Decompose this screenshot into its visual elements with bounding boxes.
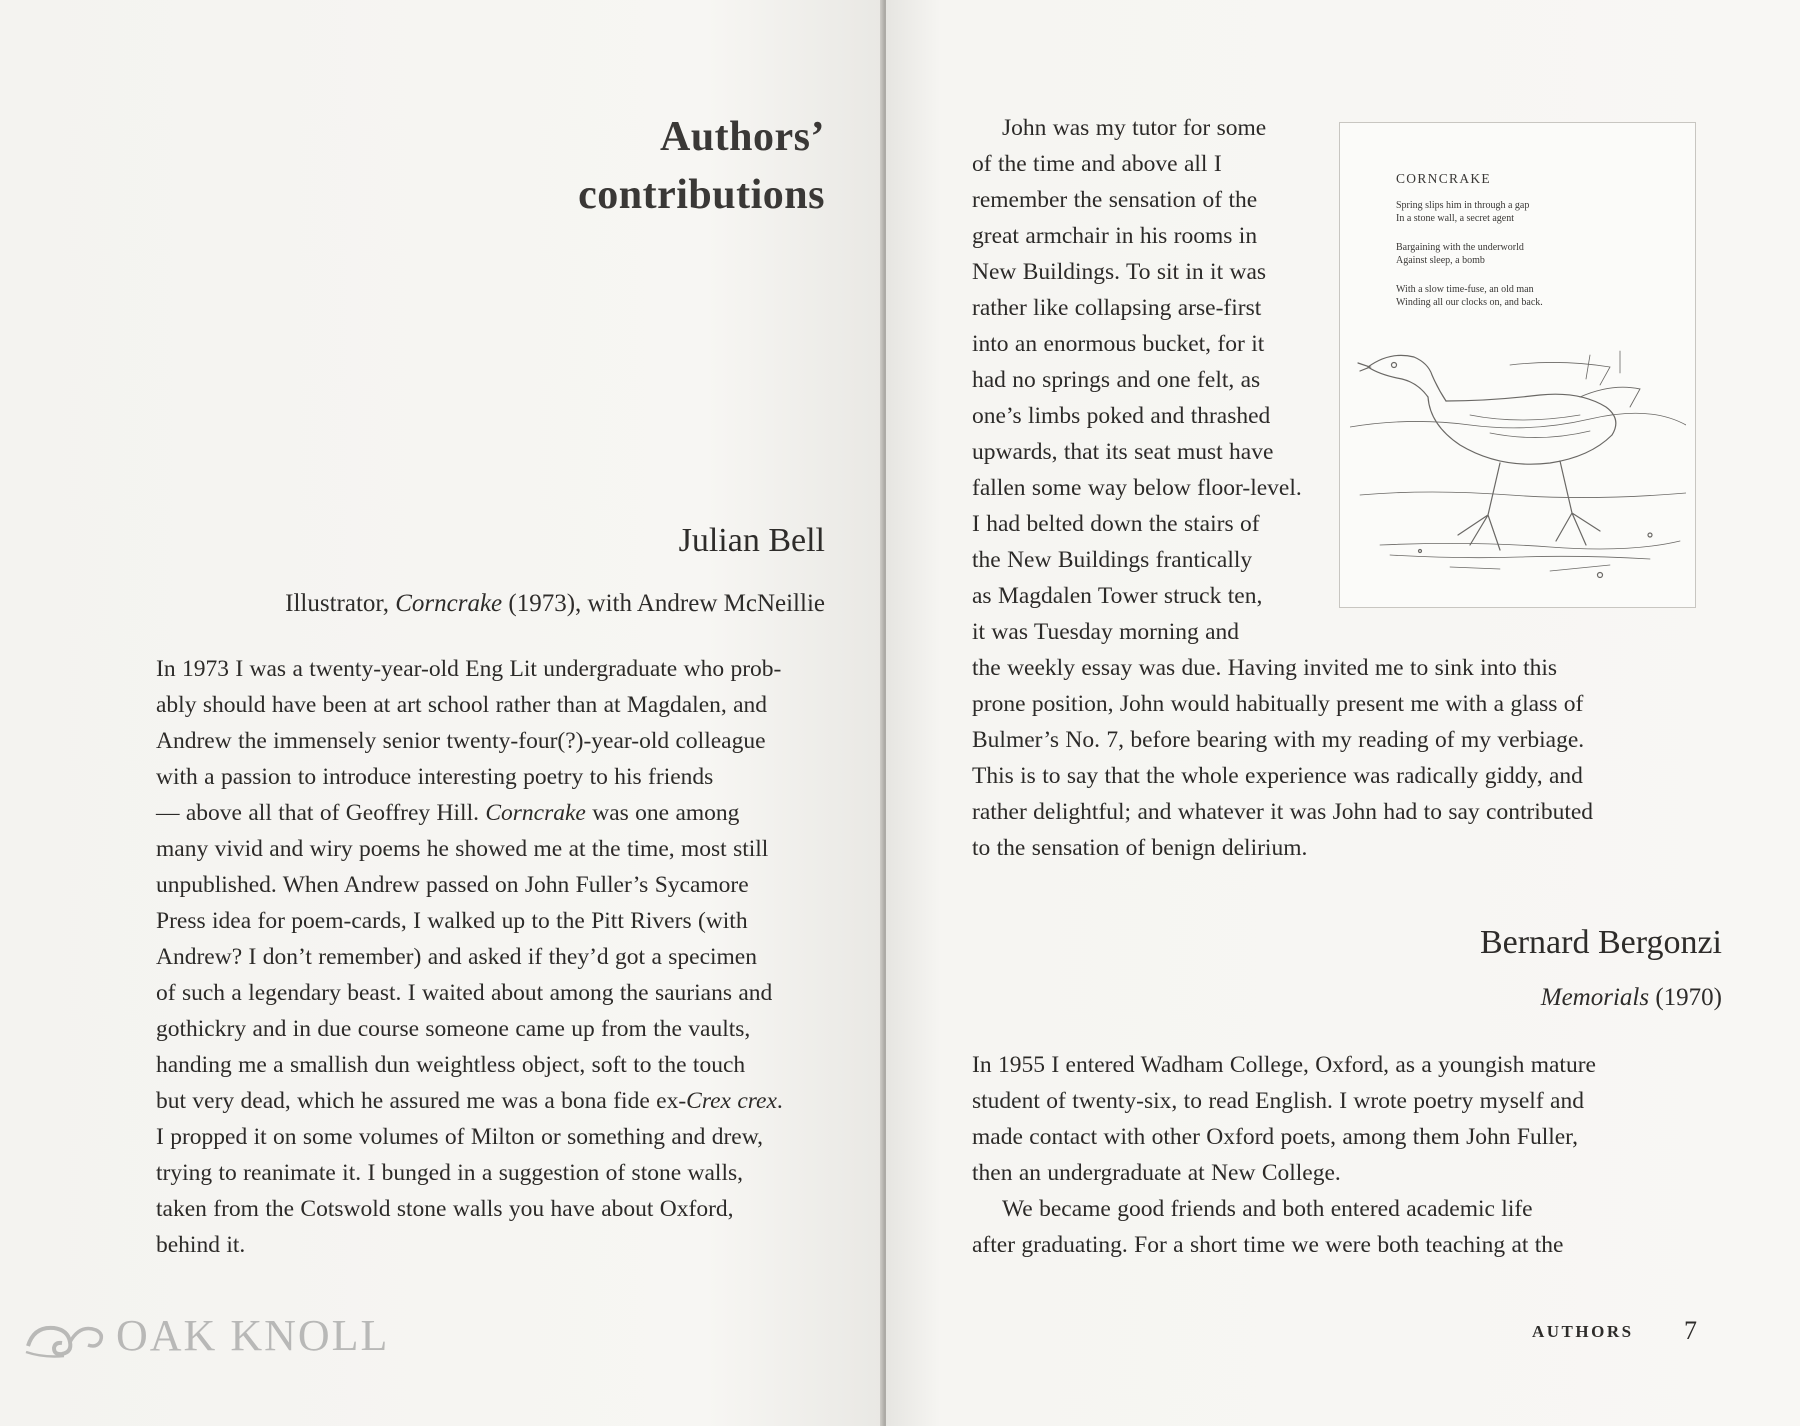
text-line — [156, 795, 824, 831]
text-span: . — [776, 1088, 783, 1114]
text-line: taken from the Cotswold stone walls you have about Oxford, — [156, 1196, 734, 1222]
verse-line: In a stone wall, a secret agent — [1396, 213, 1515, 224]
text-span: — above all that of Geoffrey Hill. — [156, 800, 486, 826]
text-line: behind it. — [156, 1232, 246, 1258]
heading-line-1: Authors’ — [659, 114, 825, 160]
text-span: was one among — [585, 800, 740, 826]
role-work-title: Corncrake — [395, 590, 503, 617]
text-line: many vivid and wiry poems he showed me at the time, most still — [156, 836, 769, 862]
author-role-julian-bell — [285, 590, 825, 618]
text-line: made contact with other Oxford poets, among them John Fuller, — [972, 1124, 1578, 1150]
poem-card-title: CORNCRAKE — [1396, 171, 1491, 186]
role-prefix: Illustrator, — [285, 590, 389, 617]
text-line: with a passion to introduce interesting poetry to his friends — [156, 764, 714, 790]
text-line: rather delightful; and whatever it was John had to say contributed — [972, 799, 1594, 825]
verse-line: Spring slips him in through a gap — [1396, 200, 1530, 211]
text-line: as Magdalen Tower struck ten, — [972, 583, 1263, 609]
text-line: We became good friends and both entered academic life — [1002, 1196, 1533, 1222]
text-line: In 1973 I was a twenty-year-old Eng Lit undergraduate who prob- — [156, 656, 782, 682]
bergonzi-paragraph-2 — [972, 1191, 1644, 1263]
text-line: prone position, John would habitually present me with a glass of — [972, 691, 1584, 717]
text-line: one’s limbs poked and thrashed — [972, 403, 1271, 429]
text-line: Press idea for poem-cards, I walked up to the Pitt Rivers (with — [156, 908, 748, 934]
poem-card — [1339, 122, 1696, 608]
text-line: fallen some way below floor-level. — [972, 475, 1302, 501]
text-line — [156, 1083, 824, 1119]
author-name-bernard-bergonzi: Bernard Bergonzi — [1479, 924, 1722, 961]
bergonzi-paragraph-1 — [972, 1047, 1644, 1191]
text-line: rather like collapsing arse-first — [972, 295, 1262, 321]
text-line: handing me a smallish dun weightless object, soft to the touch — [156, 1052, 746, 1078]
text-line: unpublished. When Andrew passed on John Fuller’s Sycamore — [156, 872, 749, 898]
text-line: ably should have been at art school rather than at Magdalen, and — [156, 692, 768, 718]
full-width-paragraph — [972, 650, 1644, 866]
text-line: of such a legendary beast. I waited about among the saurians and — [156, 980, 773, 1006]
text-line: gothickry and in due course someone came up from the vaults, — [156, 1016, 751, 1042]
wrapped-paragraph — [972, 110, 1394, 650]
oak-knoll-logo-icon — [24, 1312, 108, 1360]
text-line: I had belted down the stairs of — [972, 511, 1260, 537]
verse-line: With a slow time-fuse, an old man — [1396, 284, 1534, 295]
italic-species: Crex crex — [686, 1088, 777, 1114]
text-line: then an undergraduate at New College. — [972, 1160, 1341, 1186]
text-line: Andrew? I don’t remember) and asked if they’d got a specimen — [156, 944, 757, 970]
text-line: to the sensation of benign delirium. — [972, 835, 1308, 861]
verse-line: Against sleep, a bomb — [1396, 255, 1485, 266]
work-year: (1970) — [1655, 984, 1722, 1011]
text-span: but very dead, which he assured me was a bona fide ex- — [156, 1088, 687, 1114]
text-line: New Buildings. To sit in it was — [972, 259, 1267, 285]
verse-line: Bargaining with the underworld — [1396, 242, 1524, 253]
text-line: Andrew the immensely senior twenty-four(?)-year-old colleague — [156, 728, 766, 754]
text-line: it was Tuesday morning and — [972, 619, 1240, 645]
text-line: the New Buildings frantically — [972, 547, 1253, 573]
left-page — [0, 0, 884, 1426]
work-title: Memorials — [1540, 984, 1650, 1011]
text-line: I propped it on some volumes of Milton or something and drew, — [156, 1124, 764, 1150]
text-line: had no springs and one felt, as — [972, 367, 1261, 393]
poem-verse-2 — [1396, 241, 1524, 267]
text-line: This is to say that the whole experience was radically giddy, and — [972, 763, 1583, 789]
heading-line-2: contributions — [578, 172, 825, 218]
corncrake-illustration — [1350, 345, 1686, 590]
italic-title: Corncrake — [485, 800, 586, 826]
text-line: student of twenty-six, to read English. I wrote poetry myself and — [972, 1088, 1584, 1114]
running-footer-label: AUTHORS — [1532, 1322, 1634, 1341]
page-heading — [578, 108, 825, 224]
verse-line: Winding all our clocks on, and back. — [1396, 297, 1543, 308]
text-line: after graduating. For a short time we were both teaching at the — [972, 1232, 1564, 1258]
text-line: trying to reanimate it. I bunged in a suggestion of stone walls, — [156, 1160, 744, 1186]
watermark-text: OAK KNOLL — [116, 1311, 390, 1360]
text-line: into an enormous bucket, for it — [972, 331, 1265, 357]
text-line: the weekly essay was due. Having invited me to sink into this — [972, 655, 1558, 681]
text-line: John was my tutor for some — [1002, 115, 1267, 141]
poem-verse-1 — [1396, 199, 1529, 225]
text-line: upwards, that its seat must have — [972, 439, 1274, 465]
text-line: In 1955 I entered Wadham College, Oxford, as a youngish mature — [972, 1052, 1596, 1078]
text-line: remember the sensation of the — [972, 187, 1258, 213]
text-line: Bulmer’s No. 7, before bearing with my reading of my verbiage. — [972, 727, 1585, 753]
text-line: great armchair in his rooms in — [972, 223, 1258, 249]
watermark — [24, 1310, 389, 1361]
role-suffix: (1973), with Andrew McNeillie — [508, 590, 825, 617]
text-line: of the time and above all I — [972, 151, 1222, 177]
author-work-bergonzi — [1541, 984, 1722, 1012]
julian-bell-paragraph — [156, 651, 824, 1263]
poem-verse-3 — [1396, 283, 1543, 309]
author-name-julian-bell: Julian Bell — [678, 522, 825, 559]
page-number: 7 — [1684, 1316, 1697, 1345]
